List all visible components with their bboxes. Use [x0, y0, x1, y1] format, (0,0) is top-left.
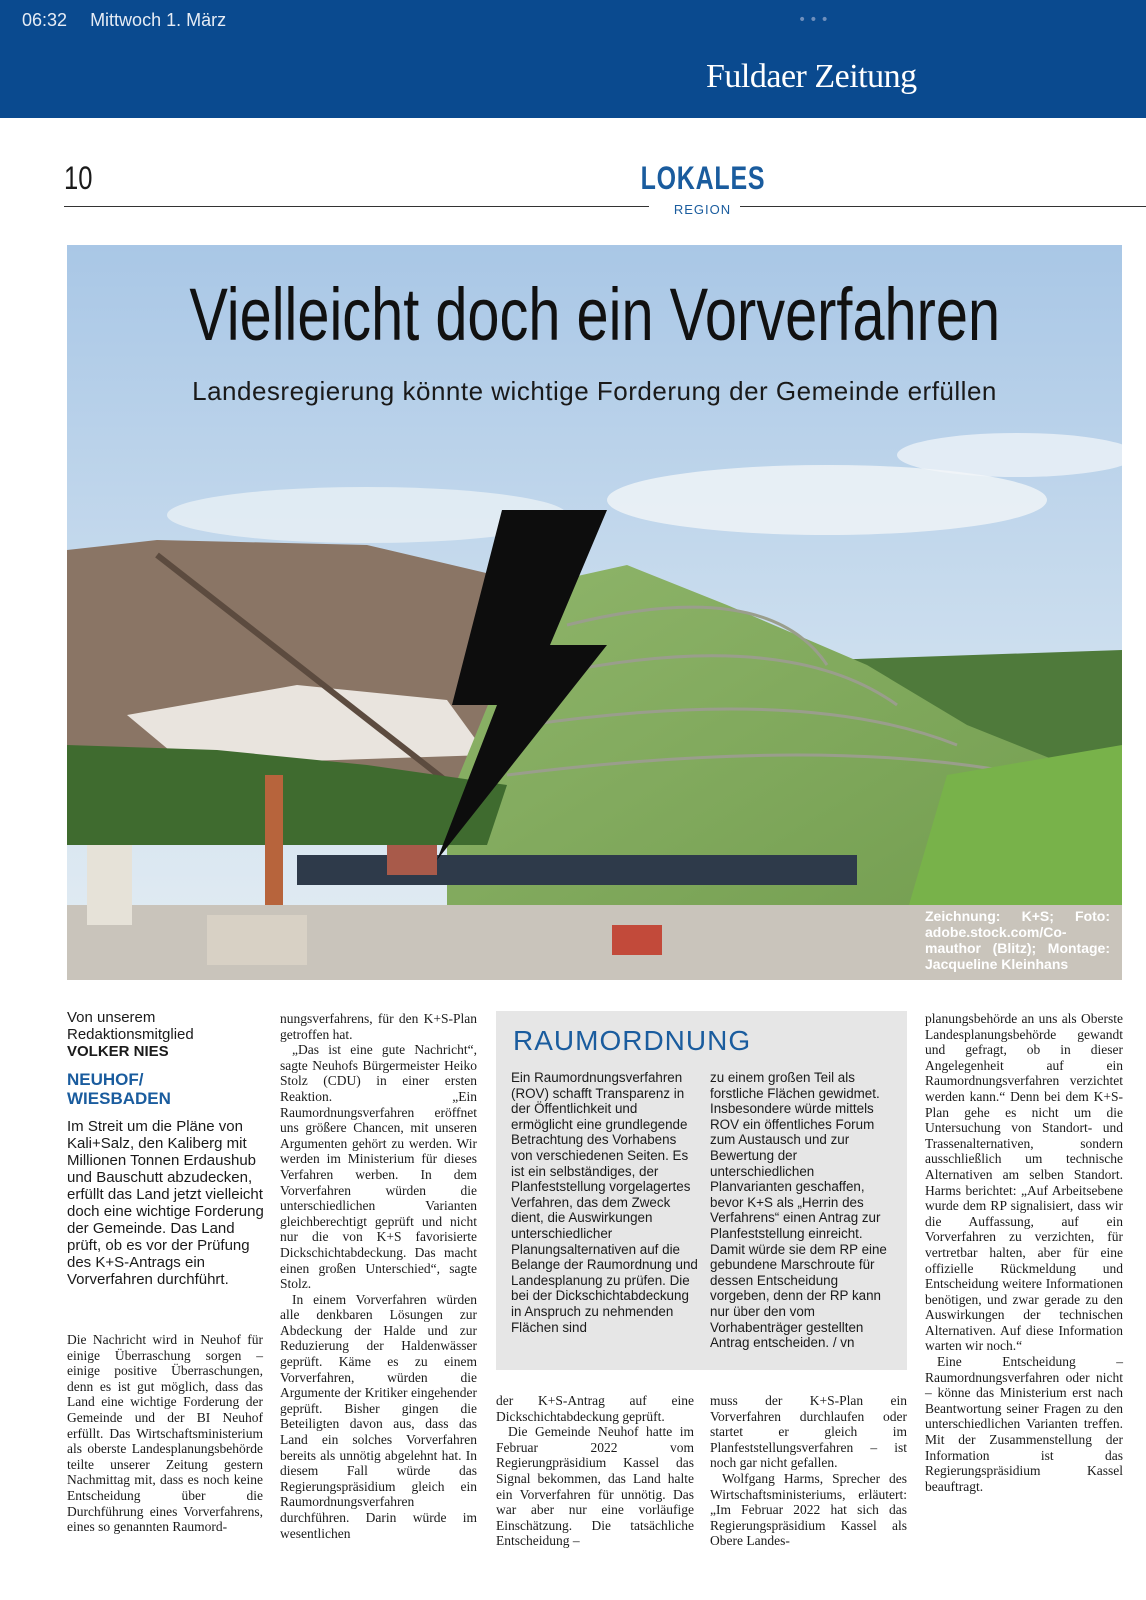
section-title — [600, 160, 805, 197]
mine-tower — [87, 845, 132, 925]
brand-logo: Fuldaer Zeitung — [706, 58, 917, 95]
paragraph: Die Nachricht wird in Neuhof für einige Überraschung sorgen – einige positive Überraschungen, denn es ist gut möglich, dass das Land eine wichtige Forderung der Gemeinde und der BI Neuhof erfüllt. Das Wirtschaftsministerium als oberste Landesplanungsbehörde teilte unserer Zeitung gestern Nachmittag mit, dass es noch keine Entscheidung über die Durchführung eines Vorverfahrens, eines so genannten Raumord- — [67, 1332, 263, 1535]
water-basin — [297, 855, 857, 885]
byline-line1: Von unserem — [67, 1009, 156, 1026]
info-box-title: RAUMORDNUNG — [513, 1025, 752, 1056]
byline-line2: Redaktionsmitglied — [67, 1026, 194, 1043]
article-headline — [67, 272, 1122, 357]
article-headline-text: Vielleicht doch ein Vorverfahren — [189, 273, 1000, 356]
app-header-bar — [0, 0, 1146, 118]
byline — [67, 1009, 267, 1060]
article-column-3 — [496, 1393, 694, 1549]
paragraph: der K+S-Antrag auf eine Dickschichtabdeckung geprüft. — [496, 1393, 694, 1424]
info-box-column-2 — [710, 1070, 897, 1351]
section-title-text: LOKALES — [640, 160, 765, 196]
status-date: Mittwoch 1. März — [90, 10, 227, 30]
info-box-text: zu einem großen Teil als forstliche Flächen gewidmet. Insbesondere würde mittels ROV ein öffentliches Forum zum Austausch und zur Bewertung der unterschiedlichen Planvarianten geschaffen, bevor K+S als „Herrin des Verfahrens“ einen Antrag zur Planfeststellung einreicht. Damit würde sie dem RP eine gebundene Marschroute für dessen Entscheidung vorgeben, denn der RP kann nur über den vom Vorhabenträger gestellten Antrag entscheiden. / vn — [710, 1070, 887, 1351]
paragraph: „Das ist eine gute Nachricht“, sagte Neuhofs Bürgermeister Heiko Stolz (CDU) in einer ersten Reaktion. „Ein Raumordnungsverfahren eröffnet uns größere Chancen, mit unseren Argumenten gehört zu werden. Wir werden im Ministerium für dieses Verfahren werben. In dem Vorverfahren würden die unterschiedlichen Varianten gleichberechtigt geprüft und nicht nur die von K+S favorisierte Dickschichtabdeckung. Das macht einen großen Unterschied“, sagte Stolz. — [280, 1042, 477, 1292]
dateline-line2: WIESBADEN — [67, 1089, 171, 1108]
info-box-column-1 — [511, 1070, 698, 1335]
paragraph: muss der K+S-Plan ein Vorverfahren durchlaufen oder startet er gleich im Planfeststellungsverfahren – ist noch gar nicht gefallen. — [710, 1393, 907, 1471]
article-column-1 — [67, 1332, 263, 1535]
paragraph: In einem Vorverfahren würden alle denkbaren Lösungen zur Abdeckung der Halde und zur Reduzierung der Haldenwässer geprüft. Käme es zu einem Vorverfahren, würden die Argumente der Kritiker eingehender geprüft. Bisher gingen die Beteiligten davon aus, dass das Land ein solches Vorverfahren bereits als unnötig abgelehnt hat. In diesem Fall würde das Regierungspräsidium gleich ein Raumordnungsverfahren durchführen. Darin würde im wesentlichen — [280, 1291, 477, 1541]
chimney — [265, 775, 283, 915]
info-box — [496, 1011, 907, 1370]
article-lead: Im Streit um die Pläne von Kali+Salz, den Kaliberg mit Millionen Tonnen Erdaushub und Bauschutt abzudecken, erfüllt das Land jetzt vielleicht doch eine wichtige Forderung der Gemeinde. Das Land prüft, ob es vor der Prüfung des K+S-Antrags ein Vorverfahren durchführt. — [67, 1118, 264, 1288]
paragraph: Die Gemeinde Neuhof hatte im Februar 2022 vom Regierungpräsidium Kassel das Signal bekommen, das Land halte ein Vorverfahren für unnötig. Das war aber nur eine vorläufige Einschätzung. Die tatsächliche Entscheidung – — [496, 1424, 694, 1549]
paragraph: nungsverfahrens, für den K+S-Plan getroffen hat. — [280, 1011, 477, 1042]
byline-author: VOLKER NIES — [67, 1043, 169, 1060]
paragraph: Wolfgang Harms, Sprecher des Wirtschaftsministeriums, erläutert: „Im Februar 2022 hat sich das Regierungspräsidium Kassel als Obere Landes- — [710, 1470, 907, 1549]
article-column-2 — [280, 1011, 477, 1541]
subsection-title: REGION — [673, 202, 732, 217]
info-box-text: Ein Raumordnungsverfahren (ROV) schafft Transparenz in der Öffentlichkeit und ermöglicht eine grundlegende Betrachtung des Vorhabens von verschiedenen Seiten. Es ist ein selbständiges, der Planfeststellung vorgelagertes Verfahren, das dem Zweck dient, die Auswirkungen unterschiedlicher Planungsalternativen auf die Belange der Raumordnung und Landesplanung zu prüfen. Die bei der Dickschichtabdeckung in Anspruch zu nehmenden Flächen sind — [511, 1070, 698, 1335]
paragraph: Eine Entscheidung – Raumordnungsverfahren oder nicht – könne das Ministerium erst nach Beantwortung seiner Fragen zu den unterschiedlichen Varianten treffen. Mit der Zusammenstellung der Information ist das Regierungspräsidium Kassel beauftragt. — [925, 1354, 1123, 1494]
dateline — [67, 1070, 267, 1108]
dateline-line1: NEUHOF/ — [67, 1070, 144, 1089]
article-column-5 — [925, 1011, 1123, 1494]
header-rule-left — [64, 206, 649, 207]
article-column-4 — [710, 1393, 907, 1549]
status-bar — [22, 10, 244, 31]
paragraph: planungsbehörde an uns als Oberste Landesplanungsbehörde gewandt und gefragt, ob in dieser Angelegenheit auf ein Raumordnungsverfahren verzichtet werden kann.“ Denn bei dem K+S-Plan gehe es nicht um die Untersuchung von Standort- und Trassenalternativen, sondern ausschließlich um technische Alternativen am selben Standort. Harms berichtet: „Auf Arbeitsebene wurde dem RP signalisiert, dass wir die Auffassung, auf ein Vorverfahren zu verzichten, für vertretbar halten, aber für eine offizielle Rückmeldung und Entscheidung weitere Informationen benötigen, und zwar gerade zu den Auswirkungen der technischen Alternativen. Auf diese Information warten wir noch.“ — [925, 1011, 1123, 1354]
red-roof-building — [612, 925, 662, 955]
status-time: 06:32 — [22, 10, 68, 30]
building — [207, 915, 307, 965]
article-subheadline: Landesregierung könnte wichtige Forderung der Gemeinde erfüllen — [192, 376, 997, 406]
page-number: 10 — [64, 160, 93, 196]
red-roof-building — [387, 845, 437, 875]
photo-credit: Zeichnung: K+S; Foto: adobe.stock.com/Co-mauthor (Blitz); Montage: Jacqueline Kleinhans — [925, 908, 1110, 972]
multitasking-dots-icon[interactable]: ••• — [798, 12, 832, 28]
